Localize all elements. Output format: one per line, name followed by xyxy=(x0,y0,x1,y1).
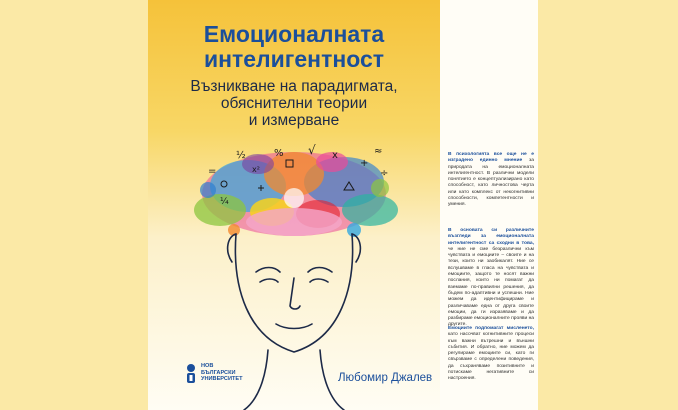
publisher-line-3: УНИВЕРСИТЕТ xyxy=(201,376,243,383)
math-symbol: ½ xyxy=(236,150,246,161)
subtitle-line-2: обяснителни теории xyxy=(220,95,368,112)
publisher-line-1: НОВ xyxy=(201,363,214,369)
title-line-1: Емоционалната xyxy=(203,21,385,47)
book-subtitle xyxy=(148,78,440,129)
math-symbol: √ xyxy=(308,143,316,157)
paragraph-2-emphasis: В основата си различните възгледи за емоционалната интелигентност са сходни в това, xyxy=(448,228,534,246)
math-symbol: x² xyxy=(252,165,260,174)
book-title xyxy=(148,22,440,72)
paragraph-2-text: че ние не сме безразлични към чувствата и емоциите – своите и на тези, които ни заобикалят. Ние се вслушваме в гласа на чувствата и емоциите, защото те носят важни послания, които ни помагат да вземаме по-правилни решения, да бъдем по-адаптивни и успешни. Ние можем да идентифицираме и различаваме една от друга своите емоции, да ги изразяваме и да разбираме емоционалните прояви на другите. xyxy=(448,246,534,328)
publisher-emblem-icon xyxy=(184,362,198,384)
math-symbol: ¼ xyxy=(220,197,229,207)
title-line-2: интелигентност xyxy=(203,46,385,72)
back-cover-paragraph-2 xyxy=(448,228,534,329)
math-symbol: + xyxy=(360,158,369,169)
back-cover-paragraph-1 xyxy=(448,152,534,209)
publisher-logo xyxy=(184,360,254,394)
math-symbol: ≈ xyxy=(374,146,383,157)
math-symbol: = xyxy=(208,166,217,177)
publisher-line-2: БЪЛГАРСКИ xyxy=(201,369,236,376)
paragraph-1-text: за природата на емоционалната интелигентност. В различни модели понятието е концептуализирано като способност, като личностова черта или като комплекс от некогнитивни способности, компетентности и умения. xyxy=(448,158,534,208)
subtitle-line-3: и измерване xyxy=(248,112,340,129)
book-front-cover xyxy=(148,0,440,410)
math-symbol: % xyxy=(274,148,284,159)
paragraph-1-emphasis: В психологията все още не е изградено единно мнение xyxy=(448,152,534,164)
book-back-cover xyxy=(440,0,538,410)
paragraph-3-emphasis: Емоциите подпомагат мисленето, xyxy=(448,326,534,331)
subtitle-line-1: Възникване на парадигмата, xyxy=(190,78,398,95)
math-symbol: x xyxy=(332,150,338,161)
publisher-name xyxy=(201,363,261,383)
math-symbol: ÷ xyxy=(380,168,389,179)
back-cover-paragraph-3 xyxy=(448,326,534,383)
book-author: Любомир Джалев xyxy=(338,372,433,384)
paragraph-3-text: като насочват когнитивните процеси към важни вътрешни и външни събития. И обратно, ние можем да регулираме емоциите си, като ги свързваме с определени поведения, да съхраняваме позитивните и потискаме негативните си настроения. xyxy=(448,332,534,382)
